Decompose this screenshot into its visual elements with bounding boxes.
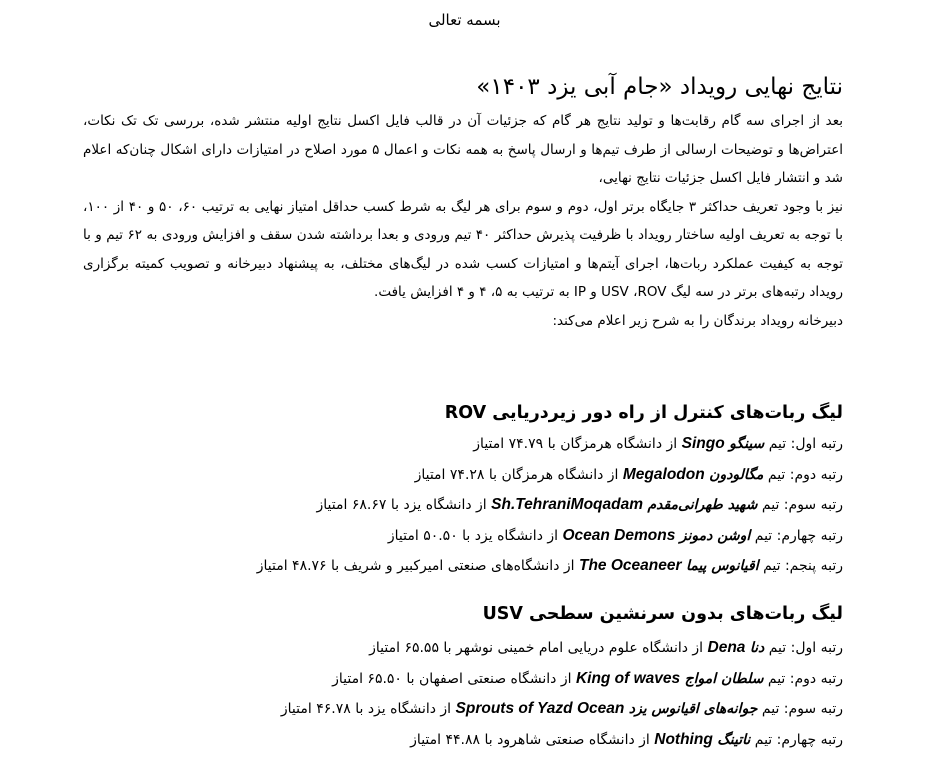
rank-details: از دانشگاه‌های صنعتی امیرکبیر و شریف با ۴۸.۷۶ امتیاز <box>256 558 575 574</box>
rank-row <box>83 725 843 756</box>
league-title-rov: لیگ ربات‌های کنترل از راه دور زیردریایی ROV <box>444 403 843 423</box>
intro-paragraph-2: نیز با وجود تعریف حداکثر ۳ جایگاه برتر اول، دوم و سوم برای هر لیگ به شرط کسب حداقل امتیاز نهایی به ترتیب ۶۰، ۵۰ و ۴۰ از ۱۰۰، با توجه به تعریف اولیه ساختار رویداد با ظرفیت پذیرش حداکثر ۴۰ تیم ورودی و بعدا برداشته شدن سقف و افزایش ورودی به ۶۲ تیم و با توجه به کیفیت عملکرد ربات‌ها، اجرای آیتم‌ها و امتیازات کسب شده در لیگ‌های مختلف، به پیشنهاد دبیرخانه و تصویب کمیته برگزاری رویداد رتبه‌های برتر در سه لیگ USV ،ROV و IP به ترتیب به ۵، ۴ و ۴ افزایش یافت. <box>83 198 844 300</box>
league-title-usv: لیگ ربات‌های بدون سرنشین سطحی USV <box>482 604 843 624</box>
team-name-fa: سلطان امواج <box>684 670 764 687</box>
team-name-en: Megalodon <box>622 465 705 483</box>
intro-paragraph-1: بعد از اجرای سه گام رقابت‌ها و تولید نتایج هر گام که جزئیات آن در قالب فایل اکسل نتایج اولیه منتشر شده، بررسی تک تک نکات، اعتراض‌ها و توضیحات ارسالی از طرف تیم‌ها و ارسال پاسخ به همه نکات و اعمال ۵ مورد اصلاح در امتیازات دارای اشکال چنان‌که اعلام شد و انتشار فایل اکسل جزئیات نتایج نهایی، <box>83 113 844 186</box>
team-name-en: Nothing <box>654 730 713 748</box>
rank-details: از دانشگاه صنعتی اصفهان با ۶۵.۵۰ امتیاز <box>332 670 572 687</box>
rank-details: از دانشگاه یزد با ۶۸.۶۷ امتیاز <box>316 497 487 513</box>
bismillah-heading: بسمه تعالی <box>428 11 501 29</box>
team-name-fa: جوانه‌های اقیانوس یزد <box>628 701 758 717</box>
rank-row <box>83 460 843 491</box>
team-name-fa: سینگو <box>729 436 765 452</box>
team-name-en: Ocean Demons <box>562 526 676 544</box>
rank-prefix: رتبه سوم: تیم <box>761 497 843 513</box>
rank-prefix: رتبه سوم: تیم <box>761 701 843 717</box>
team-name-fa: دنا <box>749 640 765 656</box>
team-name-fa: اوشن دمونز <box>679 527 751 544</box>
team-name-fa: ناتینگ <box>717 731 751 748</box>
team-name-en: Sprouts of Yazd Ocean <box>455 700 625 717</box>
rank-details: از دانشگاه صنعتی شاهرود با ۴۴.۸۸ امتیاز <box>410 731 650 748</box>
team-name-en: The Oceaneer <box>578 557 682 574</box>
rank-details: از دانشگاه هرمزگان با ۷۴.۲۸ امتیاز <box>414 466 619 483</box>
intro-paragraphs <box>83 107 843 335</box>
rank-row <box>83 551 843 582</box>
rank-row <box>83 633 843 664</box>
team-name-en: Dena <box>707 639 746 656</box>
rank-details: از دانشگاه هرمزگان با ۷۴.۷۹ امتیاز <box>473 436 678 452</box>
rank-prefix: رتبه پنجم: تیم <box>763 558 843 574</box>
rank-prefix: رتبه اول: تیم <box>768 436 843 452</box>
rank-details: از دانشگاه علوم دریایی امام خمینی نوشهر با ۶۵.۵۵ امتیاز <box>369 640 704 656</box>
rank-prefix: رتبه اول: تیم <box>768 640 843 656</box>
team-name-fa: شهید طهرانی‌مقدم <box>647 497 758 513</box>
rank-row <box>83 521 843 552</box>
intro-paragraph-3: دبیرخانه رویداد برندگان را به شرح زیر اعلام می‌کند: <box>552 312 843 329</box>
rank-row <box>83 664 843 695</box>
rank-details: از دانشگاه یزد با ۵۰.۵۰ امتیاز <box>387 527 559 544</box>
document-title: نتایج نهایی رویداد «جام آبی یزد ۱۴۰۳» <box>476 74 843 100</box>
rank-row <box>83 490 843 521</box>
team-name-en: Sh.TehraniMoqadam <box>491 496 643 513</box>
team-name-en: King of waves <box>575 669 681 687</box>
team-name-fa: مگالودون <box>709 466 764 483</box>
team-name-fa: اقیانوس پیما <box>685 558 759 574</box>
rank-details: از دانشگاه یزد با ۴۶.۷۸ امتیاز <box>280 701 452 717</box>
rank-prefix: رتبه چهارم: تیم <box>754 527 843 544</box>
rank-list-usv <box>83 633 843 755</box>
rank-prefix: رتبه دوم: تیم <box>767 670 843 687</box>
rank-prefix: رتبه دوم: تیم <box>767 466 843 483</box>
rank-prefix: رتبه چهارم: تیم <box>754 731 843 748</box>
rank-row <box>83 429 843 460</box>
rank-list-rov <box>83 429 843 582</box>
rank-row <box>83 694 843 725</box>
team-name-en: Singo <box>681 435 725 452</box>
